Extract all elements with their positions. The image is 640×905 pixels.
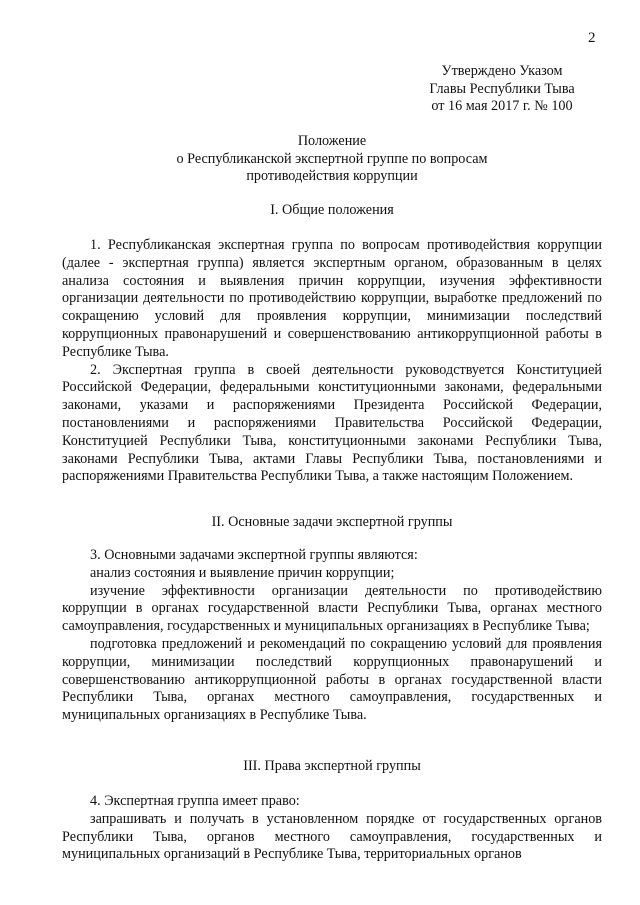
section-body-rights bbox=[62, 793, 602, 864]
section-body-general bbox=[62, 237, 602, 486]
paragraph: анализ состояния и выявление причин коррупции; bbox=[90, 564, 395, 581]
approval-stamp bbox=[407, 63, 597, 116]
title-line: Положение bbox=[297, 133, 367, 149]
title-line: противодействия коррупции bbox=[246, 168, 418, 185]
section-heading: I. Общие положения bbox=[270, 202, 394, 218]
paragraph: 4. Экспертная группа имеет право: bbox=[90, 793, 300, 809]
paragraph: изучение эффективности организации деятельности по противодействию коррупции в органах государственной власти Республики Тыва, органах местного самоуправления, государственных и муниципальных организациях в Республике Тыва; bbox=[62, 582, 602, 635]
approval-line: от 16 мая 2017 г. № 100 bbox=[431, 98, 573, 114]
document-title bbox=[62, 133, 602, 186]
section-body-tasks bbox=[62, 547, 602, 725]
paragraph: 2. Экспертная группа в своей деятельности руководствуется Конституцией Российской Федерации, федеральными конституционными законами, федеральными законами, указами и распоряжениями Президента Российской Федерации, постановлениями и распоряжениями Правительства Российской Федерации, Конституцией Республики Тыва, конституционными законами Республики Тыва, законами Республики Тыва, актами Главы Республики Тыва, постановлениями и распоряжениями Правительства Республики Тыва, а также настоящим Положением. bbox=[62, 361, 602, 485]
paragraph: подготовка предложений и рекомендаций по сокращению условий для проявления коррупции, минимизации последствий коррупционных правонарушений и совершенствованию антикоррупционной работы в органах государственной власти Республики Тыва, органах местного самоуправления, государственных и муниципальных организациях в Республике Тыва. bbox=[62, 635, 602, 724]
title-line: о Республиканской экспертной группе по вопросам bbox=[176, 150, 488, 167]
paragraph: 3. Основными задачами экспертной группы являются: bbox=[90, 547, 418, 563]
page-number: 2 bbox=[588, 30, 596, 46]
paragraph: запрашивать и получать в установленном порядке от государственных органов Республики Тыва, органов местного самоуправления, государственных и муниципальных организаций в Республике Тыва, территориальных органов bbox=[62, 810, 602, 863]
section-heading: III. Права экспертной группы bbox=[243, 758, 421, 774]
approval-line: Главы Республики Тыва bbox=[429, 80, 575, 97]
section-heading: II. Основные задачи экспертной группы bbox=[211, 514, 453, 530]
paragraph: 1. Республиканская экспертная группа по вопросам противодействия коррупции (далее - экспертная группа) является экспертным органом, образованным в целях анализа состояния и выявления причин коррупции, изучения эффективности организации деятельности по противодействию коррупции, выработке предложений по сокращению условий для проявления коррупции, минимизации последствий коррупционных правонарушений и совершенствованию антикоррупционной работы в Республике Тыва. bbox=[62, 237, 602, 360]
approval-line: Утверждено Указом bbox=[441, 63, 563, 79]
